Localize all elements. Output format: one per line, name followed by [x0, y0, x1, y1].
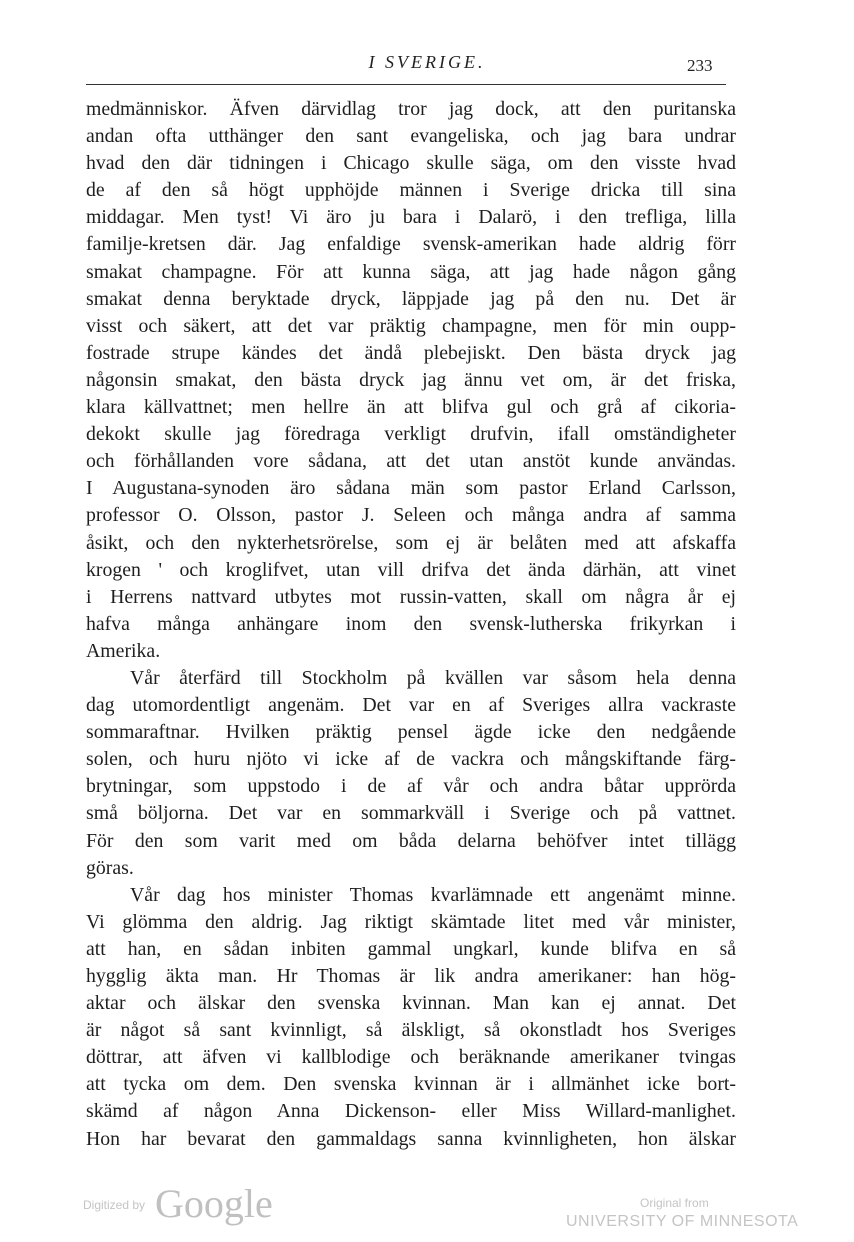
text-line: hafva många anhängare inom den svensk-lutherska frikyrkan i [86, 612, 736, 635]
text-line: middagar. Men tyst! Vi äro ju bara i Dalarö, i den trefliga, lilla [86, 206, 736, 229]
text-line: I Augustana-synoden äro sådana män som pastor Erland Carlsson, [86, 477, 736, 500]
text-line: dag utomordentligt angenäm. Det var en af Sveriges allra vackraste [86, 694, 736, 717]
text-line: Vi glömma den aldrig. Jag riktigt skämtade litet med vår minister, [86, 910, 736, 933]
text-line: göras. [86, 856, 134, 879]
text-line: någonsin smakat, den bästa dryck jag ännu vet om, är det friska, [86, 368, 736, 391]
digitized-by-label: Digitized by [83, 1198, 146, 1212]
university-label: UNIVERSITY OF MINNESOTA [566, 1213, 799, 1230]
text-line: hygglig äkta man. Hr Thomas är lik andra amerikaner: han hög- [86, 965, 736, 987]
text-line: brytningar, som uppstodo i de af vår och andra båtar upprörda [86, 775, 736, 798]
text-line: att tycka om dem. Den svenska kvinnan är i allmänhet icke bort- [86, 1073, 736, 1096]
original-from-label: Original from [640, 1196, 709, 1210]
text-line: medmänniskor. Äfven därvidlag tror jag dock, att den puritanska [86, 98, 736, 120]
body-text [86, 96, 736, 1153]
google-logo: Google [155, 1181, 273, 1226]
text-line: aktar och älskar den svenska kvinnan. Man kan ej annat. Det [86, 992, 736, 1015]
text-line: döttrar, att äfven vi kallblodige och beräknande amerikaner tvingas [86, 1046, 736, 1069]
text-line: klara källvattnet; men hellre än att blifva gul och grå af cikoria- [86, 396, 736, 419]
running-head-title: I SVERIGE. [368, 52, 486, 72]
text-line: smakat champagne. För att kunna säga, att jag hade någon gång [86, 260, 736, 283]
text-line: För den som varit med om båda delarna behöfver intet tillägg [86, 829, 736, 852]
text-line: solen, och huru njöto vi icke af de vackra och mångskiftande färg- [86, 748, 736, 771]
text-line: professor O. Olsson, pastor J. Seleen och många andra af samma [86, 504, 736, 527]
header-rule [86, 84, 726, 85]
text-line: är något så sant kvinnligt, så älskligt, så okonstladt hos Sveriges [86, 1019, 736, 1042]
text-line: visst och säkert, att det var präktig champagne, men för min oupp- [86, 314, 736, 337]
text-line: Hon har bevarat den gammaldags sanna kvinnligheten, hon älskar [86, 1127, 736, 1150]
text-line: små böljorna. Det var en sommarkväll i Sverige och på vattnet. [86, 802, 736, 825]
text-line: fostrade strupe kändes det ändå plebejiskt. Den bästa dryck jag [86, 341, 736, 364]
text-line: Vår dag hos minister Thomas kvarlämnade ett angenämt minne. [130, 883, 736, 906]
text-line: andan ofta utthänger den sant evangeliska, och jag bara undrar [86, 125, 736, 148]
text-line: skämd af någon Anna Dickenson- eller Miss Willard-manlighet. [86, 1100, 736, 1123]
text-line: hvad den där tidningen i Chicago skulle säga, om den visste hvad [86, 152, 736, 175]
text-line: dekokt skulle jag föredraga verkligt drufvin, ifall omständigheter [86, 423, 736, 446]
page-number: 233 [687, 56, 713, 75]
text-line: sommaraftnar. Hvilken präktig pensel ägde icke den nedgående [86, 721, 736, 744]
text-line: och förhållanden vore sådana, att det utan anstöt kunde användas. [86, 450, 736, 473]
text-line: smakat denna beryktade dryck, läppjade jag på den nu. Det är [86, 287, 736, 310]
text-line: i Herrens nattvard utbytes mot russin-vatten, skall om några år ej [86, 585, 736, 608]
text-line: de af den så högt upphöjde männen i Sverige dricka till sina [86, 179, 736, 202]
text-line: krogen ' och kroglifvet, utan vill drifva det ända därhän, att vinet [86, 558, 736, 581]
text-line: Vår återfärd till Stockholm på kvällen var såsom hela denna [130, 666, 736, 689]
text-line: Amerika. [86, 639, 161, 662]
text-line: familje-kretsen där. Jag enfaldige svensk-amerikan hade aldrig förr [86, 233, 736, 256]
text-line: åsikt, och den nykterhetsrörelse, som ej är belåten med att afskaffa [86, 531, 736, 554]
text-line: att han, en sådan inbiten gammal ungkarl, kunde blifva en så [86, 937, 736, 960]
